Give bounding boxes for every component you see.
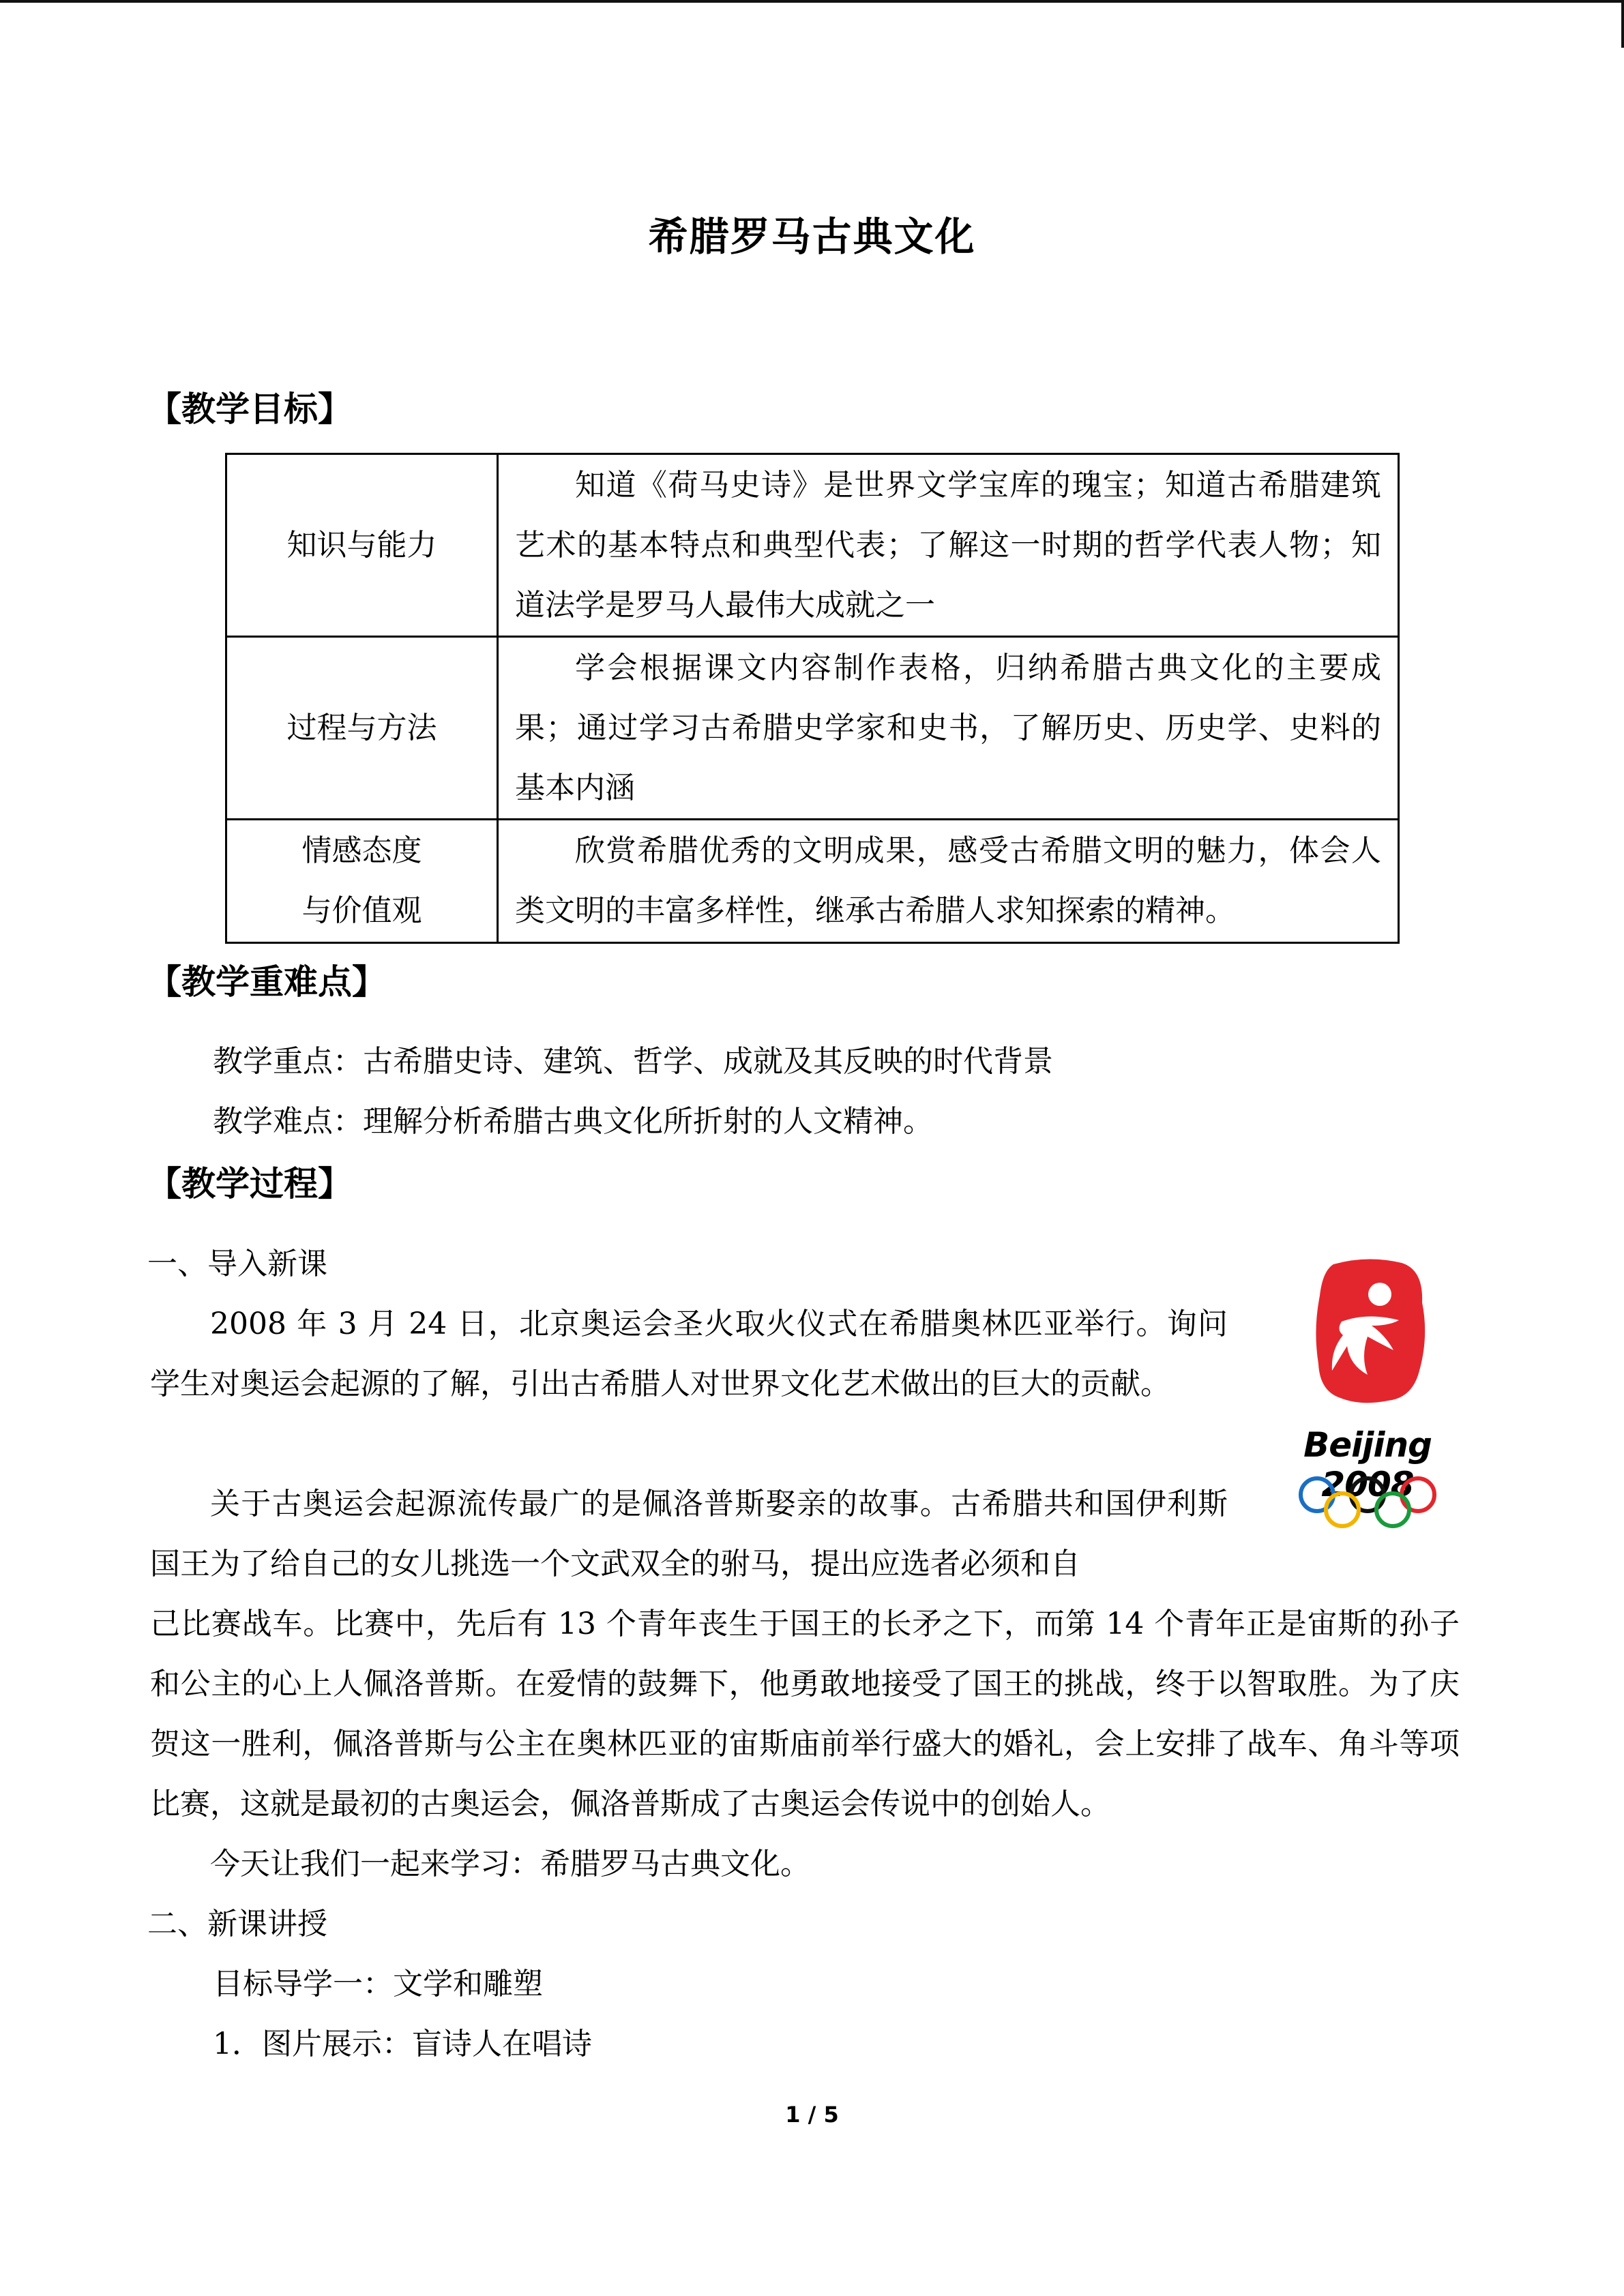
olympic-rings-icon (1297, 1476, 1440, 1530)
row-label: 过程与方法 (226, 637, 498, 820)
beijing-2008-logo (1265, 1255, 1470, 1527)
page-title: 希腊罗马古典文化 (648, 213, 976, 260)
process-heading: 【教学过程】 (147, 1164, 352, 1204)
table-row (226, 454, 1399, 637)
intro-paragraph: 2008 年 3 月 24 日，北京奥运会圣火取火仪式在希腊奥林匹亚举行。询问学生对奥运会起源的了解，引出古希腊人对世界文化艺术做出的巨大的贡献。 (150, 1307, 1228, 1401)
goal1-title: 目标导学一：文学和雕塑 (213, 1967, 543, 2001)
intro-summary: 今天让我们一起来学习：希腊罗马古典文化。 (210, 1847, 810, 1881)
table-row (226, 820, 1399, 943)
part2-title: 二、新课讲授 (147, 1907, 327, 1941)
row-label-line: 情感态度 (301, 833, 422, 868)
logo-text: Beijing 2008 (1303, 1425, 1432, 1504)
corner-border (1621, 0, 1624, 48)
focus-text: 教学重点：古希腊史诗、建筑、哲学、成就及其反映的时代背景 (213, 1044, 1053, 1079)
row-label (226, 820, 498, 943)
story-paragraph-rest: 己比赛战车。比赛中，先后有 13 个青年丧生于国王的长矛之下，而第 14 个青年正是宙斯的孙子和公主的心上人佩洛普斯。在爱情的鼓舞下，他勇敢地接受了国王的挑战，终于以智取胜。为了庆贺这一胜利，佩洛普斯与公主在奥林匹亚的宙斯庙前举行盛大的婚礼，会上安排了战车、角斗等项比赛，这就是最初的古奥运会，佩洛普斯成了古奥运会传说中的创始人。 (150, 1607, 1460, 1821)
row-text: 学会根据课文内容制作表格，归纳希腊古典文化的主要成果；通过学习古希腊史学家和史书，了解历史、历史学、史料的基本内涵 (498, 637, 1399, 820)
key-points-heading: 【教学重难点】 (147, 962, 386, 1002)
item1-text: 1．图片展示：盲诗人在唱诗 (213, 2027, 592, 2061)
row-text: 知道《荷马史诗》是世界文学宝库的瑰宝；知道古希腊建筑艺术的基本特点和典型代表；了解这一时期的哲学代表人物；知道法学是罗马人最伟大成就之一 (498, 454, 1399, 637)
goals-table (225, 453, 1400, 944)
page-number: 1 / 5 (785, 2102, 839, 2128)
row-text: 欣赏希腊优秀的文明成果，感受古希腊文明的魅力，体会人类文明的丰富多样性，继承古希腊人求知探索的精神。 (498, 820, 1399, 943)
table-row (226, 637, 1399, 820)
top-border (0, 0, 1624, 3)
difficulty-text: 教学难点：理解分析希腊古典文化所折射的人文精神。 (213, 1104, 933, 1139)
row-label-line: 与价值观 (301, 893, 422, 928)
row-label: 知识与能力 (226, 454, 498, 637)
goals-heading: 【教学目标】 (147, 389, 352, 429)
story-paragraph-top: 关于古奥运会起源流传最广的是佩洛普斯娶亲的故事。古希腊共和国伊利斯国王为了给自己的女儿挑选一个文武双全的驸马，提出应选者必须和自 (150, 1487, 1228, 1581)
olympic-emblem-icon (1265, 1255, 1470, 1425)
part1-title: 一、导入新课 (147, 1247, 327, 1281)
